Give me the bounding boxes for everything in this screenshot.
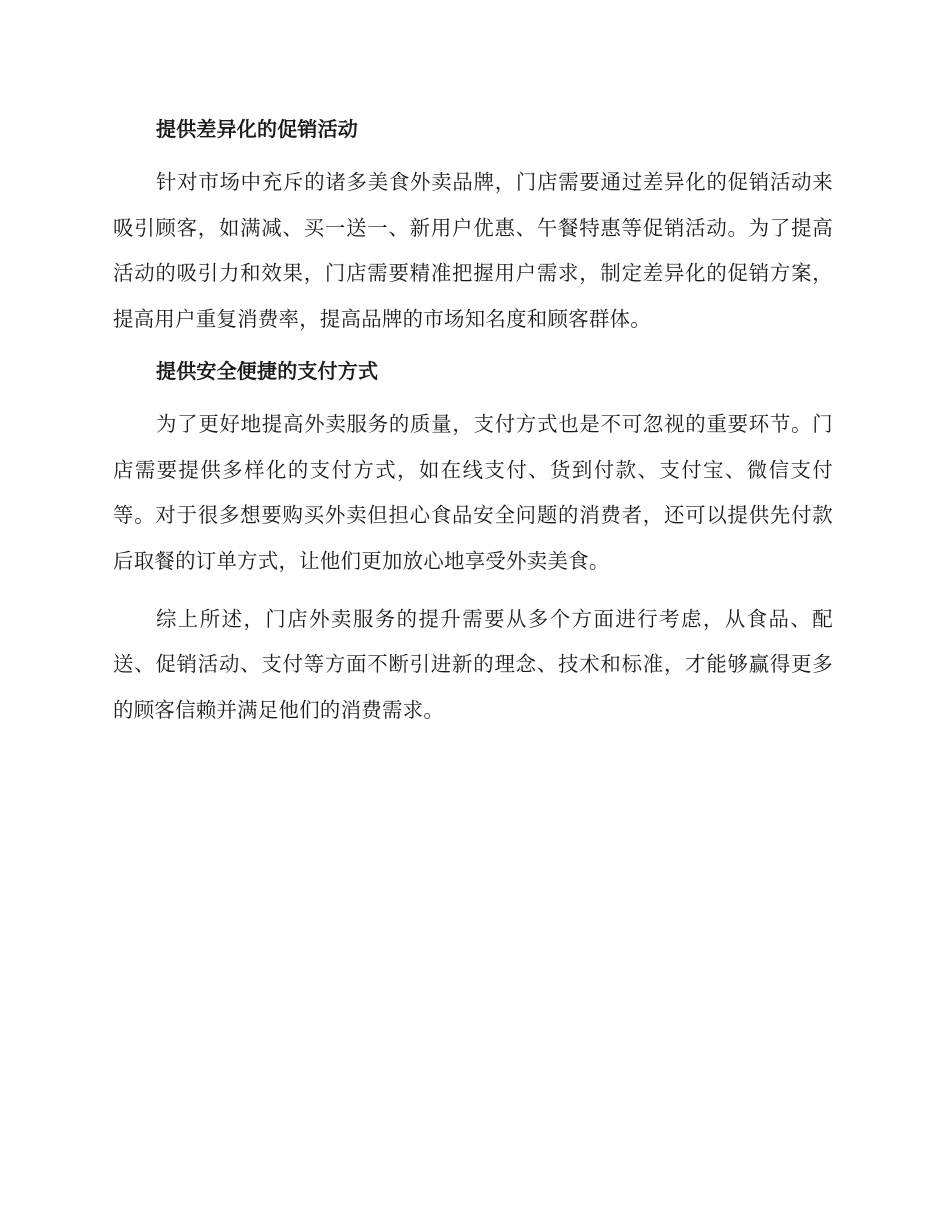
conclusion-paragraph: 综上所述，门店外卖服务的提升需要从多个方面进行考虑，从食品、配送、促销活动、支付等方面不断引进新的理念、技术和标准，才能够赢得更多的顾客信赖并满足他们的消费需求。	[113, 606, 833, 723]
section-heading-promotions: 提供差异化的促销活动	[156, 117, 358, 141]
section-heading-payment: 提供安全便捷的支付方式	[156, 358, 379, 383]
section-paragraph-payment: 为了更好地提高外卖服务的质量，支付方式也是不可忽视的重要环节。门店需要提供多样化的支付方式，如在线支付、货到付款、支付宝、微信支付等。对于很多想要购买外卖但担心食品安全问题的消费者，还可以提供先付款后取餐的订单方式，让他们更加放心地享受外卖美食。	[113, 411, 833, 573]
document-page	[113, 112, 833, 734]
section-paragraph-promotions: 针对市场中充斥的诸多美食外卖品牌，门店需要通过差异化的促销活动来吸引顾客，如满减、买一送一、新用户优惠、午餐特惠等促销活动。为了提高活动的吸引力和效果，门店需要精准把握用户需求，制定差异化的促销方案，提高用户重复消费率，提高品牌的市场知名度和顾客群体。	[113, 170, 833, 332]
